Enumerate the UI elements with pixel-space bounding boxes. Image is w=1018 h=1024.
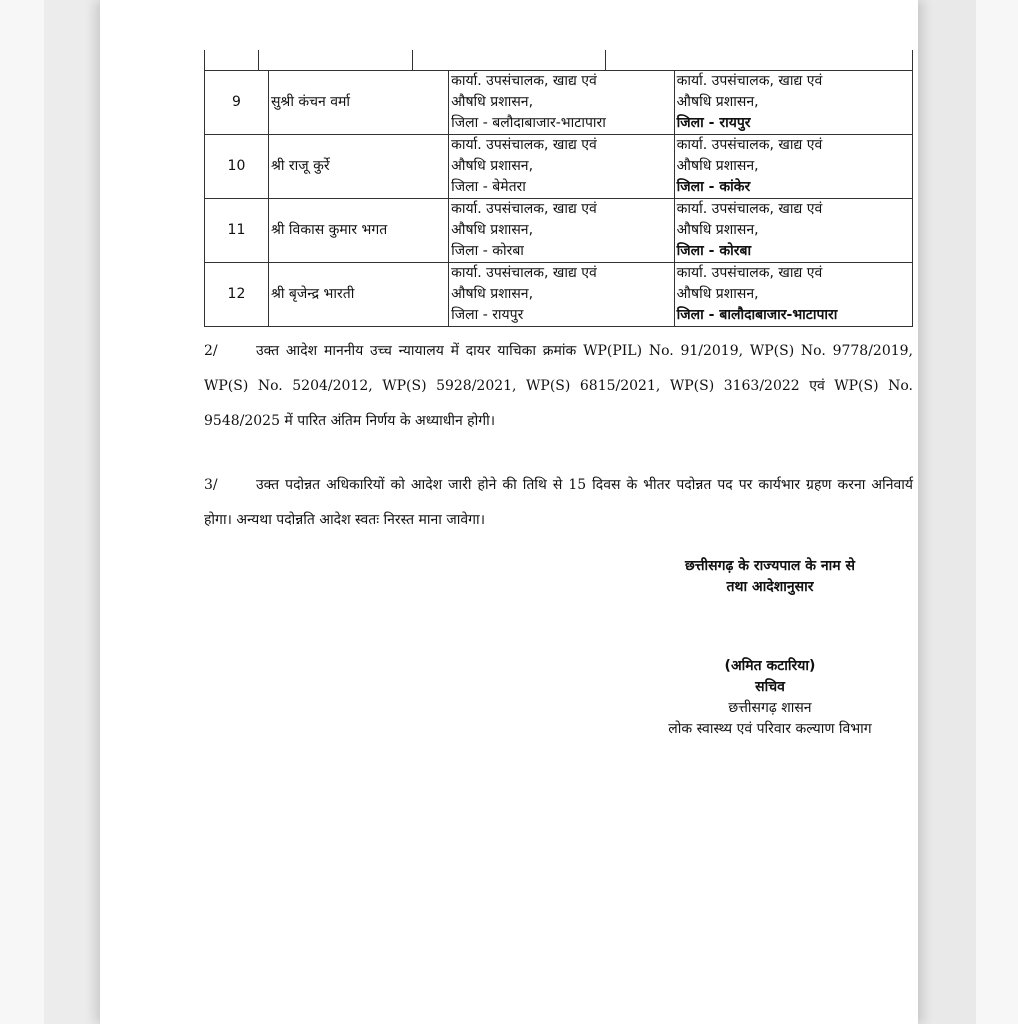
authority-block <box>620 556 920 598</box>
table-border-stub <box>204 50 205 70</box>
signature-block <box>620 656 920 740</box>
new-posting: कार्या. उपसंचालक, खाद्य एवं औषधि प्रशासन, जिला - रायपुर <box>674 71 912 135</box>
table-row <box>205 199 913 263</box>
officer-transfer-table <box>204 70 913 327</box>
paragraph-number: 3/ <box>204 477 218 493</box>
serial-number: 9 <box>205 71 269 135</box>
table-border-stub <box>605 50 606 70</box>
background-right <box>976 0 1018 1024</box>
serial-number: 12 <box>205 263 269 327</box>
new-posting: कार्या. उपसंचालक, खाद्य एवं औषधि प्रशासन, जिला - बालौदाबाजार-भाटापारा <box>674 263 912 327</box>
signatory-government: छत्तीसगढ़ शासन <box>728 700 812 716</box>
officer-name: श्री विकास कुमार भगत <box>268 199 448 263</box>
paragraph-number: 2/ <box>204 343 218 359</box>
signatory-name: (अमित कटारिया) <box>724 658 816 674</box>
paragraph-3 <box>204 468 913 538</box>
new-posting: कार्या. उपसंचालक, खाद्य एवं औषधि प्रशासन, जिला - कोरबा <box>674 199 912 263</box>
table-border-stub <box>412 50 413 70</box>
new-posting: कार्या. उपसंचालक, खाद्य एवं औषधि प्रशासन, जिला - कांकेर <box>674 135 912 199</box>
table-border-stub <box>258 50 259 70</box>
serial-number: 10 <box>205 135 269 199</box>
table-row <box>205 263 913 327</box>
current-posting: कार्या. उपसंचालक, खाद्य एवं औषधि प्रशासन, जिला - रायपुर <box>449 263 675 327</box>
background-left <box>0 0 44 1024</box>
serial-number: 11 <box>205 199 269 263</box>
officer-name: श्री बृजेन्द्र भारती <box>268 263 448 327</box>
officer-name: श्री राजू कुर्रे <box>268 135 448 199</box>
background-left-band <box>44 0 100 1024</box>
signatory-designation: सचिव <box>755 679 785 695</box>
current-posting: कार्या. उपसंचालक, खाद्य एवं औषधि प्रशासन, जिला - कोरबा <box>449 199 675 263</box>
table-row <box>205 71 913 135</box>
authority-line: छत्तीसगढ़ के राज्यपाल के नाम से <box>685 558 855 574</box>
officer-name: सुश्री कंचन वर्मा <box>268 71 448 135</box>
current-posting: कार्या. उपसंचालक, खाद्य एवं औषधि प्रशासन, जिला - बलौदाबाजार-भाटापारा <box>449 71 675 135</box>
current-posting: कार्या. उपसंचालक, खाद्य एवं औषधि प्रशासन, जिला - बेमेतरा <box>449 135 675 199</box>
table-border-stub <box>912 50 913 70</box>
document-page <box>100 0 918 1024</box>
background-right-band <box>918 0 976 1024</box>
table-row <box>205 135 913 199</box>
paragraph-text: उक्त आदेश माननीय उच्च न्यायालय में दायर याचिका क्रमांक WP(PIL) No. 91/2019, WP(S) No. 9778/2019, WP(S) No. 5204/2012, WP(S) 5928/2021, WP(S) 6815/2021, WP(S) 3163/2022 एवं WP(S) No. 9548/2025 में पारित अंतिम निर्णय के अध्याधीन होगी। <box>204 343 913 429</box>
paragraph-text: उक्त पदोन्नत अधिकारियों को आदेश जारी होने की तिथि से 15 दिवस के भीतर पदोन्नत पद पर कार्यभार ग्रहण करना अनिवार्य होगा। अन्यथा पदोन्नति आदेश स्वतः निरस्त माना जावेगा। <box>204 477 913 528</box>
paragraph-2 <box>204 334 913 439</box>
signatory-department: लोक स्वास्थ्य एवं परिवार कल्याण विभाग <box>668 721 872 737</box>
authority-line: तथा आदेशानुसार <box>726 579 814 595</box>
